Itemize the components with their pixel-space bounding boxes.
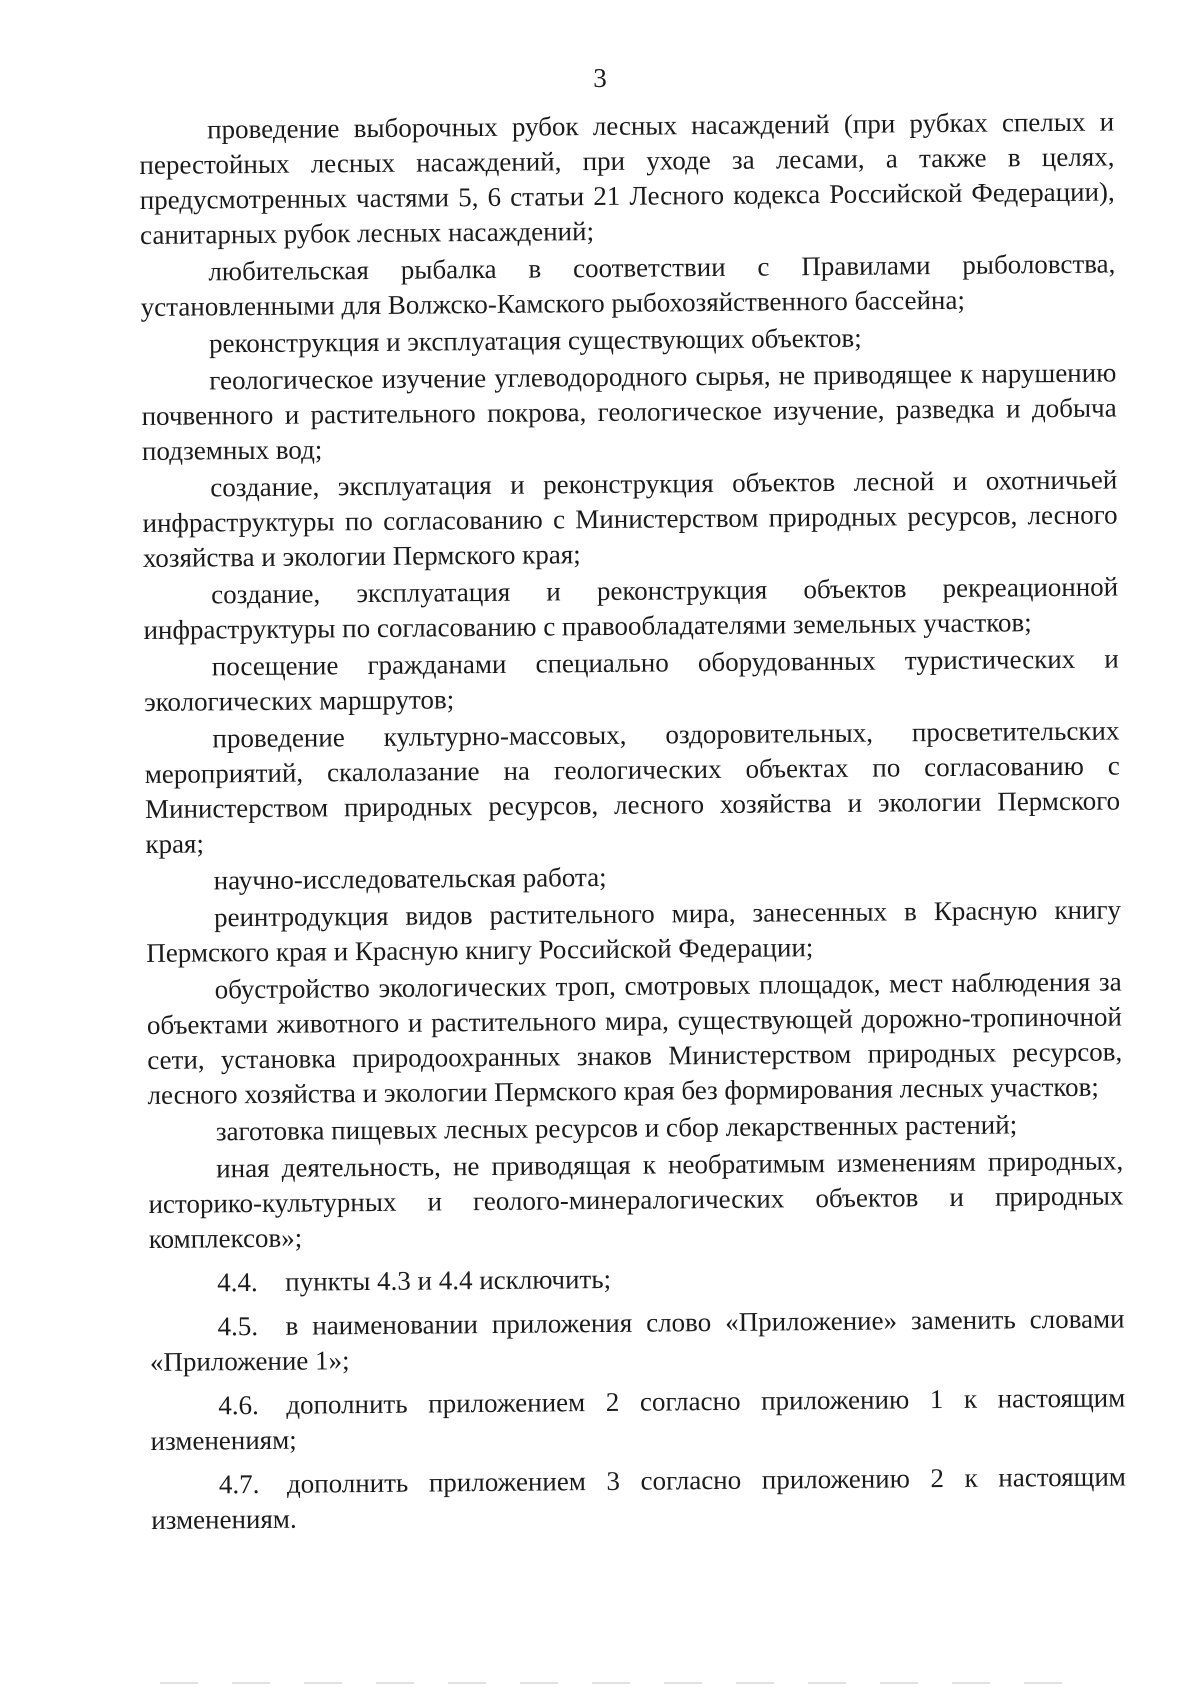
item-4-7 (151, 1459, 1127, 1538)
paragraph-tourist-routes: посещение гражданами специально оборудованных туристических и экологических маршрутов; (144, 643, 1119, 717)
item-text: дополнить приложением 3 согласно приложению 2 к настоящим изменениям. (151, 1461, 1127, 1535)
paragraph-research-work: научно-исследовательская работа; (213, 861, 607, 896)
paragraph-cultural-events: проведение культурно-массовых, оздоровительных, просветительских мероприятий, скалолазание на геологических объектах по согласованию с Министерством природных ресурсов, лесного хозяйства и экологии Пермского края; (144, 715, 1121, 859)
paragraph-recreational-infrastructure: создание, эксплуатация и реконструкция объектов рекреационной инфраструктуры по согласованию с правообладателями земельных участков; (143, 571, 1119, 645)
item-number: 4.4. (217, 1267, 258, 1298)
paragraph-amateur-fishing: любительская рыбалка в соответствии с Правилами рыболовства, установленными для Волжско-Камского рыбохозяйственного бассейна; (140, 248, 1116, 322)
item-number: 4.7. (218, 1469, 260, 1500)
paragraph-other-activity: иная деятельность, не приводящая к необратимым изменениям природных, историко-культурных и геолого-минералогических объектов и природных комплексов»; (148, 1145, 1124, 1254)
document-body (139, 104, 1126, 1539)
paragraph-food-resources: заготовка пищевых лесных ресурсов и сбор лекарственных растений; (215, 1109, 1018, 1147)
item-text: пункты 4.3 и 4.4 исключить; (285, 1263, 612, 1297)
item-4-6 (150, 1380, 1126, 1459)
item-4-5 (149, 1301, 1125, 1380)
paragraph-reconstruction: реконструкция и эксплуатация существующих объектов; (208, 322, 862, 359)
item-number: 4.6. (218, 1390, 259, 1421)
paragraph-eco-trails: обустройство экологических троп, смотровых площадок, мест наблюдения за объектами животного и растительного мира, существующей дорожно-тропиночной сети, установка природоохранных знаков Министерством природных ресурсов, лесного хозяйства и экологии Пермского края без формирования лесных участков; (146, 966, 1123, 1110)
paragraph-reintroduction: реинтродукция видов растительного мира, занесенных в Красную книгу Пермского края и Красную книгу Российской Федерации; (146, 894, 1122, 968)
item-number: 4.5. (217, 1311, 259, 1342)
item-4-4 (149, 1257, 1124, 1301)
paragraph-geological-study: геологическое изучение углеводородного сырья, не приводящее к нарушению почвенного и растительного покрова, геологическое изучение, разведка и добыча подземных вод; (141, 357, 1117, 466)
scan-artifact-line (160, 1682, 1080, 1684)
page-number: 3 (593, 63, 607, 93)
paragraph-selective-felling: проведение выборочных рубок лесных насаждений (при рубках спелых и перестойных лесных насаждений, при уходе за лесами, а также в целях, предусмотренных частями 5, 6 статьи 21 Лесного кодекса Российской Федерации), санитарных рубок лесных насаждений; (139, 106, 1115, 250)
item-text: дополнить приложением 2 согласно приложению 1 к настоящим изменениям; (150, 1382, 1126, 1456)
item-text: в наименовании приложения слово «Приложение» заменить словами «Приложение 1»; (149, 1303, 1125, 1377)
paragraph-forest-infrastructure: создание, эксплуатация и реконструкция объектов лесной и охотничьей инфраструктуры по согласованию с Министерством природных ресурсов, лесного хозяйства и экологии Пермского края; (142, 464, 1118, 573)
